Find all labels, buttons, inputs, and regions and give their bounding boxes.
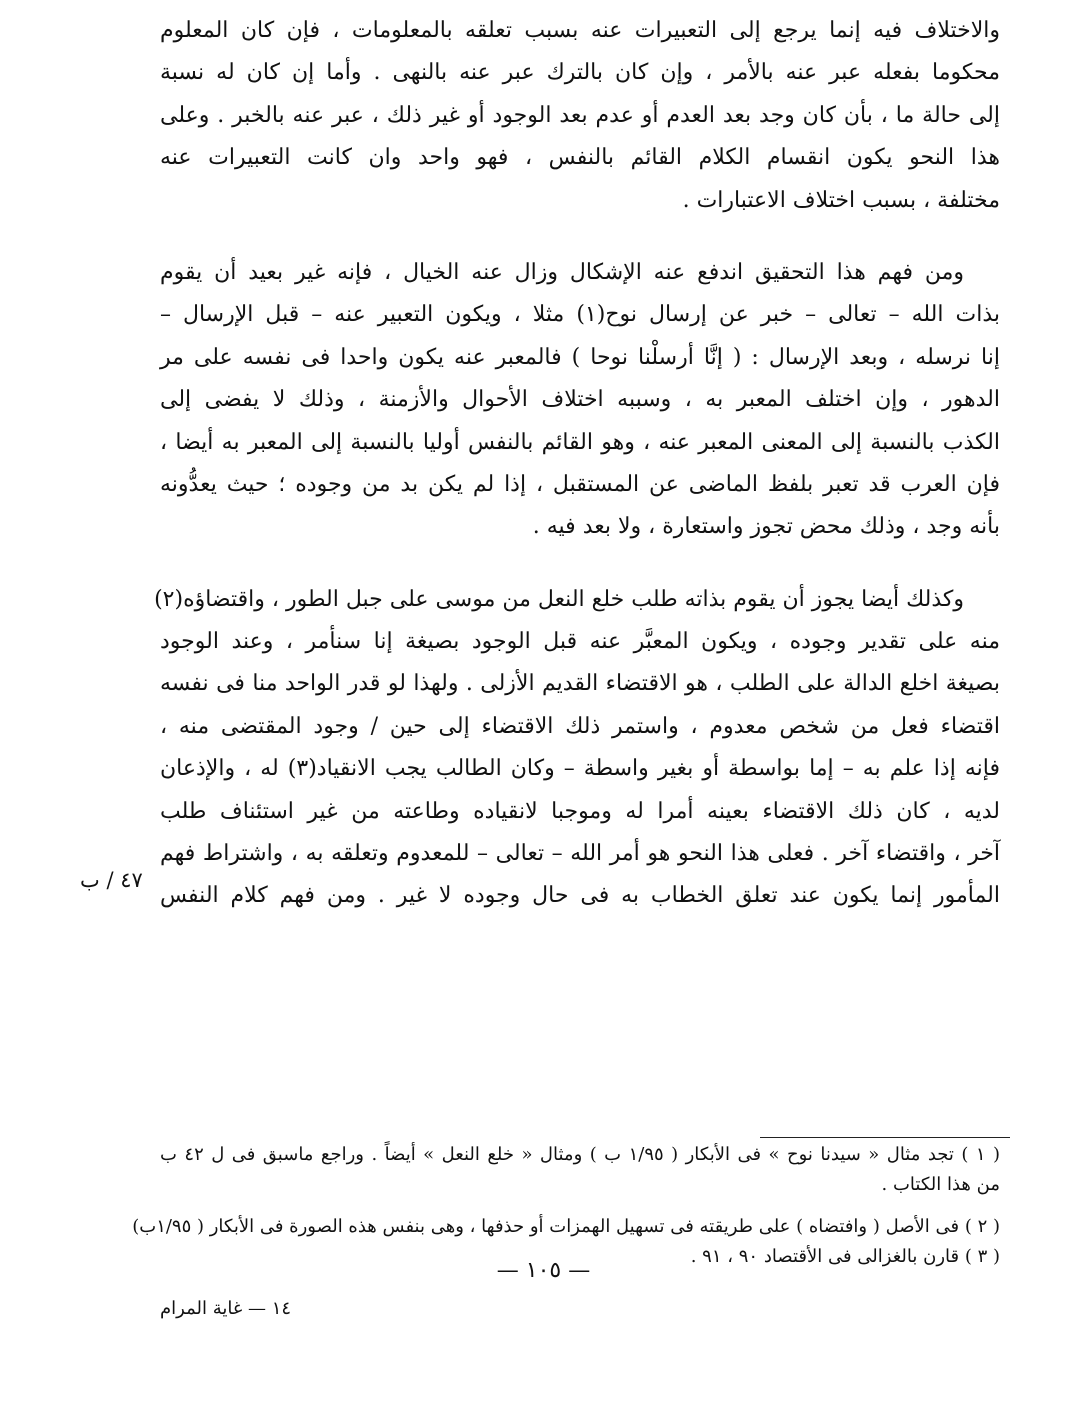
text-line: بأنه وجد ، وذلك محض تجوز واستعارة ، ولا بعد فيه . [532,514,1000,540]
page-number: — ١٠٥ — [496,1258,591,1283]
text-line: محكوما بفعله عبر عنه بالأمر ، وإن كان بالترك عبر عنه بالنهى . وأما إن كان له نسبة [160,60,1000,86]
footnotes [132,1140,1000,1272]
text-line: مختلفة ، بسبب اختلاف الاعتبارات . [682,187,1000,213]
text-line: إنا نرسله ، وبعد الإرسال : ( إنَّا أرسلْنا نوحا ) فالمعبر عنه يكون واحدا فى نفسه على مر [160,344,1000,370]
text-line: آخر ، واقتضاء آخر . فعلى هذا النحو هو أمر الله – تعالى – للمعدوم وتعلقه به ، واشتراط فهم [160,841,1000,867]
text-line: لديه ، كان ذلك الاقتضاء بعينه أمرا له وموجبا لانقياده وطاعته من غير استئناف طلب [160,798,1000,824]
main-text [154,10,1001,918]
text-line: إلى حالة ما ، بأن كان وجد بعد العدم أو عدم بعد الوجود أو غير ذلك ، عبر عنه بالخبر . وعلى [160,102,1000,128]
footnote-1-continued: من هذا الكتاب . [881,1174,1000,1195]
text-line: وكذلك أيضا يجوز أن يقوم بذاته طلب خلع النعل من موسى على جبل الطور ، واقتضاؤه(٢) [154,586,964,612]
text-line: اقتضاء فعل من شخص معدوم ، واستمر ذلك الاقتضاء إلى حين / وجود المقتضى منه ، [160,713,1001,739]
footnote-divider [760,1137,1010,1138]
footnote-2: ( ٢ ) فى الأصل ( وافتضاه ) على طريقته فى تسهيل الهمزات أو حذفها ، وهى بنفس هذه الصورة فى الأبكار ( ١/٩٥ب) [132,1216,1000,1237]
text-line: الدهور ، وإن اختلف المعبر به ، وسببه اختلاف الأحوال والأزمنة ، وذلك لا يفضى إلى [160,387,1000,413]
printer-signature: ١٤ — غاية المرام [160,1298,292,1319]
footnote-3: ( ٣ ) قارن بالغزالى فى الأقتصاد ٩٠ ، ٩١ . [690,1246,1000,1267]
text-line: الكذب بالنسبة إلى المعنى المعبر عنه ، وهو القائم بالنفس أوليا بالنسبة إلى المعبر به أيضا ، [160,429,1000,455]
paragraph-1 [160,10,1000,222]
text-line: فإنه إذا علم به – إما بواسطة أو بغير واسطة – وكان الطالب يجب الانقياد(٣) له ، والإذعان [160,756,1000,782]
footnote-1: ( ١ ) تجد مثال « سيدنا نوح » فى الأبكار ( ١/٩٥ ب ) ومثال « خلع النعل » أيضاً . وراجع ماسبق فى ل ٤٢ ب [160,1144,1000,1165]
margin-folio-note: ٤٧ / ب [80,868,143,892]
text-line: والاختلاف فيه إنما يرجع إلى التعبيرات عنه بسبب تعلقه بالمعلومات ، فإن كان المعلوم [160,18,1000,43]
text-line: بصيغة اخلع الدالة على الطلب ، هو الاقتضاء القديم الأزلى . ولهذا لو قدر الواحد منا فى نفسه [160,671,1000,697]
paragraph-2 [160,252,1000,549]
text-line: المأمور إنما يكون عند تعلق الخطاب به فى حال وجوده لا غير . ومن فهم كلام النفس [160,883,1000,909]
text-line: ومن فهم هذا التحقيق اندفع عنه الإشكال وزال عنه الخيال ، فإنه غير بعيد أن يقوم [160,259,964,285]
paragraph-3 [154,579,1001,918]
text-line: فإن العرب قد تعبر بلفظ الماضى عن المستقبل ، إذا لم يكن بد من وجوده ؛ حيث يعدُّونه [160,471,1000,497]
text-line: بذات الله – تعالى – خبر عن إرسال نوح(١) مثلا ، ويكون التعبير عنه – قبل الإرسال – [160,302,1000,328]
text-line: هذا النحو يكون انقسام الكلام القائم بالنفس ، فهو واحد وان كانت التعبيرات عنه [160,145,1000,171]
text-line: منه على تقدير وجوده ، ويكون المعبَّر عنه قبل الوجود بصيغة إنا سنأمر ، وعند الوجود [160,629,1000,655]
